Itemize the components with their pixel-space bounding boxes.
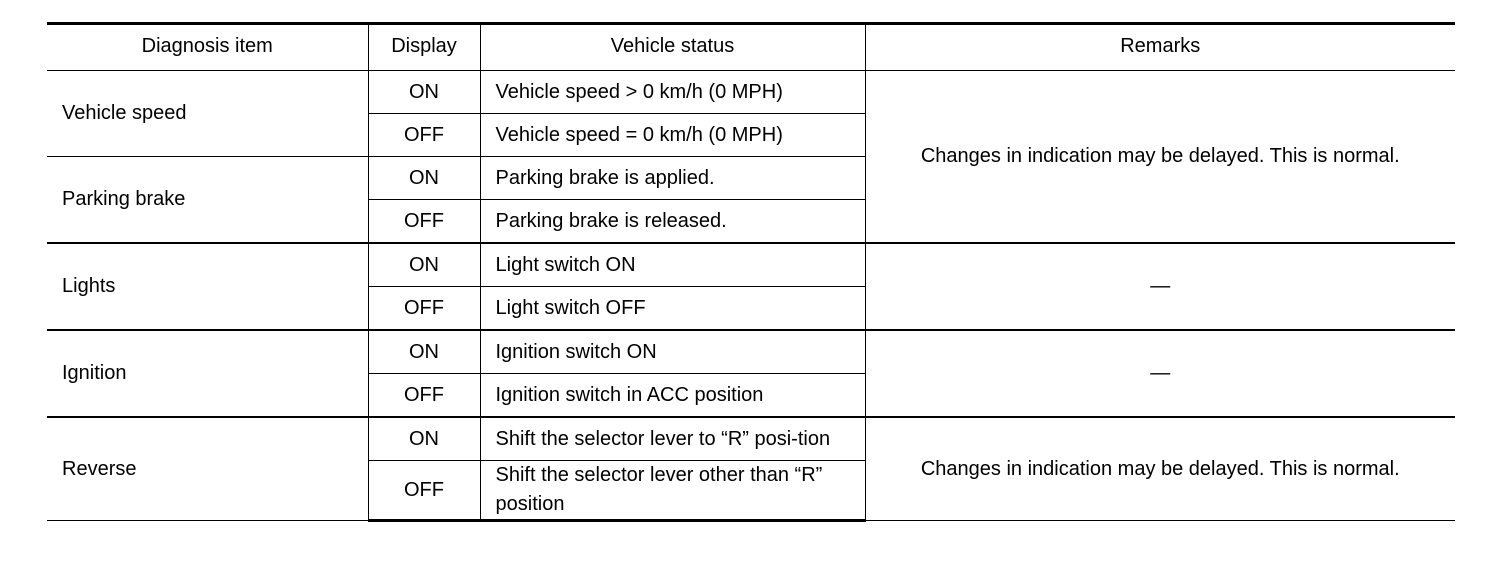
display-off: OFF [368, 461, 480, 521]
header-display: Display [368, 24, 480, 71]
remark-reverse: Changes in indication may be delayed. This is normal. [865, 417, 1455, 521]
status-off: Parking brake is released. [480, 200, 865, 244]
header-remarks: Remarks [865, 24, 1455, 71]
status-off: Light switch OFF [480, 287, 865, 331]
item-ignition: Ignition [47, 330, 368, 417]
table-header-row [47, 24, 1455, 71]
table-row [47, 417, 1455, 461]
diagnosis-table-container [47, 22, 1455, 522]
remark-ignition: — [865, 330, 1455, 417]
header-vehicle-status: Vehicle status [480, 24, 865, 71]
status-on: Shift the selector lever to “R” posi-tion [480, 417, 865, 461]
display-on: ON [368, 417, 480, 461]
item-reverse: Reverse [47, 417, 368, 521]
status-on: Ignition switch ON [480, 330, 865, 374]
display-on: ON [368, 243, 480, 287]
table-row [47, 330, 1455, 374]
item-lights: Lights [47, 243, 368, 330]
table-row [47, 243, 1455, 287]
diagnosis-table [47, 22, 1455, 522]
display-on: ON [368, 71, 480, 114]
status-off: Ignition switch in ACC position [480, 374, 865, 418]
remark-speed-brake: Changes in indication may be delayed. This is normal. [865, 71, 1455, 244]
display-off: OFF [368, 114, 480, 157]
status-on: Light switch ON [480, 243, 865, 287]
item-parking-brake: Parking brake [47, 157, 368, 244]
header-diagnosis-item: Diagnosis item [47, 24, 368, 71]
display-off: OFF [368, 374, 480, 418]
display-on: ON [368, 330, 480, 374]
status-off: Shift the selector lever other than “R” position [480, 461, 865, 521]
display-off: OFF [368, 200, 480, 244]
status-off: Vehicle speed = 0 km/h (0 MPH) [480, 114, 865, 157]
status-on: Vehicle speed > 0 km/h (0 MPH) [480, 71, 865, 114]
remark-lights: — [865, 243, 1455, 330]
display-on: ON [368, 157, 480, 200]
table-row [47, 71, 1455, 114]
item-vehicle-speed: Vehicle speed [47, 71, 368, 157]
display-off: OFF [368, 287, 480, 331]
status-on: Parking brake is applied. [480, 157, 865, 200]
